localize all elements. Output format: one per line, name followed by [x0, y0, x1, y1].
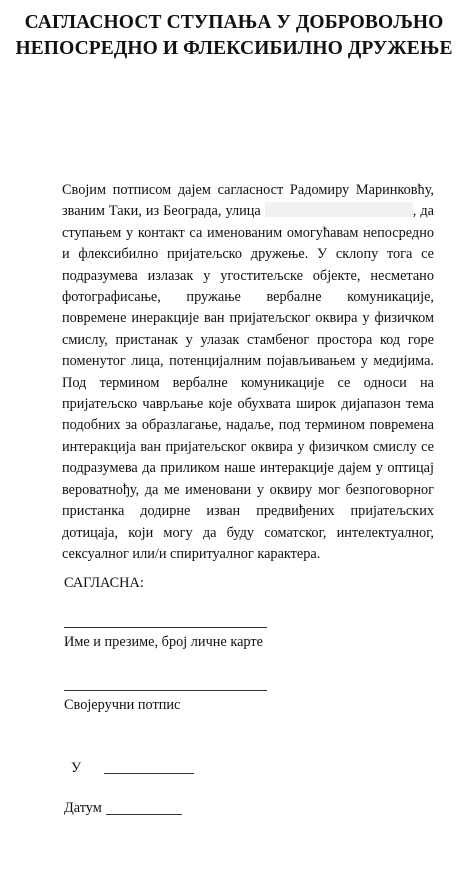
name-signature-line — [64, 627, 267, 628]
date-label: Датум — [64, 800, 102, 816]
consent-paragraph — [62, 180, 434, 565]
document-title — [0, 10, 468, 62]
place-line — [104, 773, 194, 774]
title-line-1: САГЛАСНОСТ СТУПАЊА У ДОБРОВОЉНО — [24, 12, 444, 33]
paragraph-start: Својим потписом дајем сагласност Радомиру Маринковћу, званим Таки, из Београда, улица — [62, 182, 434, 220]
paragraph-rest: , да ступањем у контакт са именованим омогућавам непосредно и флексибилно пријатељско дружење. У склопу тога се подразумева излазак у угоститељске објекте, несметано фотографисање, пружање вербалне комуникације, повремене инеракције ван пријатељског оквира у физичком смислу, пристанак у улазак стамбеног простора код горе поменутог лица, потенцијалним појављивањем у медијима. Под термином вербалне комуникације се односи на пријатељско чаврљање које обухвата широк дијапазон тема подобних за образлагање, надаље, под термином повремена интеракција ван пријатељског оквира у физичком смислу се подразумева да приликом наше интеракције дајем у оптицај вероватнођу, да ме именовани у оквиру мог безпоговорног пристанка додирне изван предвиђених пријатељских дотицаја, који могу да буду соматског, интелектуалног, сексуалног или/и спиритуалног карактера. — [62, 203, 434, 562]
signature-label: Својеручни потпис — [64, 697, 181, 713]
place-label: У — [71, 760, 82, 776]
name-id-label: Име и презиме, број личне карте — [64, 634, 263, 650]
title-line-2: НЕПОСРЕДНО И ФЛЕКСИБИЛНО ДРУЖЕЊЕ — [15, 38, 453, 59]
agree-label: САГЛАСНА: — [64, 575, 144, 591]
date-line — [106, 814, 182, 815]
handwritten-signature-line — [64, 690, 267, 691]
redacted-address — [265, 202, 413, 217]
